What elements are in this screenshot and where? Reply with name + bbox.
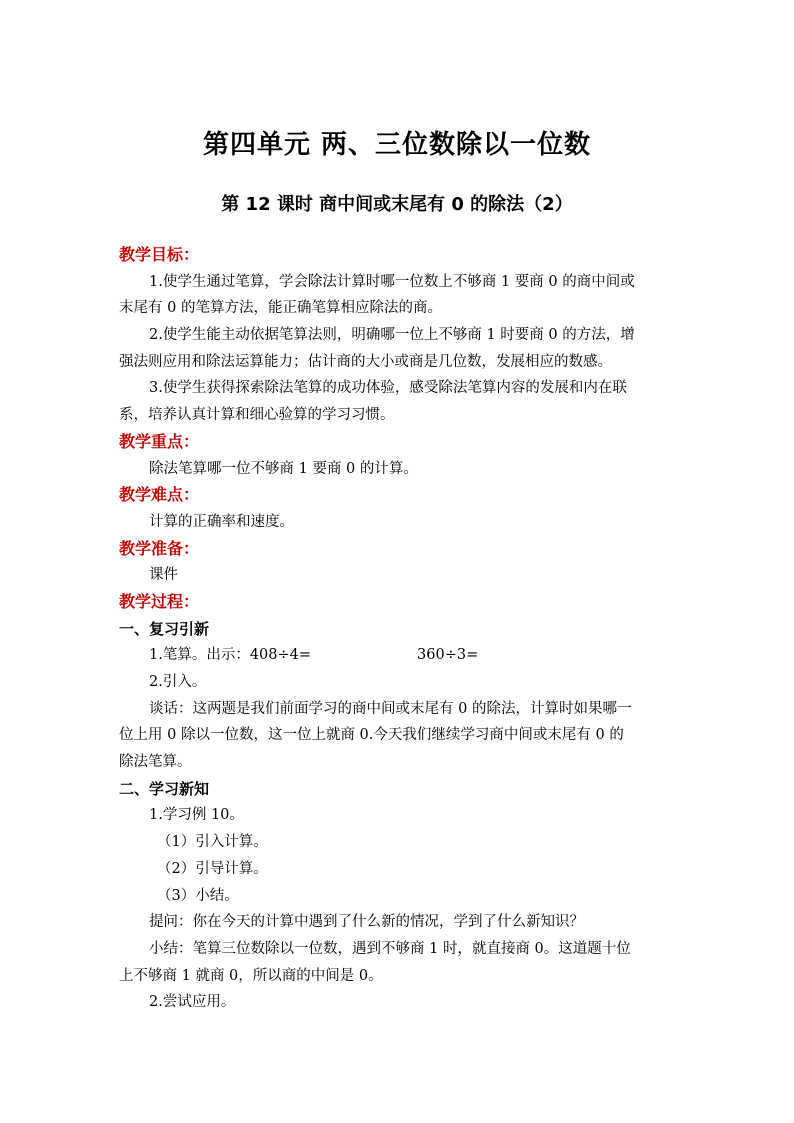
talk-line-1: 谈话：这两题是我们前面学习的商中间或末尾有 0 的除法，计算时如果哪一: [149, 700, 632, 717]
trial-application-line: 2.尝试应用。: [149, 994, 236, 1011]
section-2-heading: 二、学习新知: [119, 779, 210, 798]
key-points-text: 除法笔算哪一位不够商 1 要商 0 的计算。: [149, 460, 418, 477]
difficulties-heading: 教学难点：: [119, 485, 200, 505]
step-2: （2）引导计算。: [157, 860, 268, 877]
objectives-heading: 教学目标：: [119, 245, 200, 264]
introduction-line: 2.引入。: [149, 674, 207, 690]
summary-line-2: 上不够商 1 就商 0，所以商的中间是 0。: [119, 967, 383, 984]
lesson-subtitle: 第 12 课时 商中间或末尾有 0 的除法（2）: [221, 194, 573, 215]
difficulties-text: 计算的正确率和速度。: [149, 513, 294, 530]
process-heading: 教学过程：: [119, 591, 200, 611]
objective-3-line-2: 系，培养认真计算和细心验算的学习习惯。: [119, 407, 395, 424]
summary-line-1: 小结：笔算三位数除以一位数，遇到不够商 1 时，就直接商 0。这道题十位: [149, 940, 631, 957]
section-1-heading: 一、复习引新: [119, 619, 210, 638]
preparation-heading: 教学准备：: [119, 538, 200, 558]
talk-line-3: 除法笔算。: [119, 754, 192, 771]
page-title: 第四单元 两、三位数除以一位数: [202, 130, 592, 160]
step-1: （1）引入计算。: [157, 834, 268, 851]
exercise-1: 1.笔算。出示：408÷4=: [149, 647, 312, 664]
talk-line-2: 位上用 0 除以一位数，这一位上就商 0.今天我们继续学习商中间或末尾有 0 的: [119, 727, 624, 744]
objective-2-line-1: 2.使学生能主动依据笔算法则，明确哪一位上不够商 1 时要商 0 的方法，增: [149, 327, 635, 344]
question-line: 提问：你在今天的计算中遇到了什么新的情况，学到了什么新知识？: [149, 914, 584, 931]
exercise-2: 360÷3=: [417, 647, 479, 664]
objective-1-line-2: 末尾有 0 的笔算方法，能正确笔算相应除法的商。: [119, 300, 442, 317]
key-points-heading: 教学重点：: [119, 431, 200, 451]
objective-2-line-2: 强法则应用和除法运算能力；估计商的大小或商是几位数，发展相应的数感。: [119, 353, 612, 370]
objective-1-line-1: 1.使学生通过笔算，学会除法计算时哪一位数上不够商 1 要商 0 的商中间或: [149, 273, 635, 290]
step-3: （3）小结。: [157, 887, 239, 904]
preparation-text: 课件: [149, 567, 178, 584]
lesson-content: [119, 242, 679, 1016]
objective-3-line-1: 3.使学生获得探索除法笔算的成功体验，感受除法笔算内容的发展和内在联: [149, 380, 627, 397]
example-line: 1.学习例 10。: [149, 807, 244, 824]
review-exercise-line: [119, 642, 679, 669]
